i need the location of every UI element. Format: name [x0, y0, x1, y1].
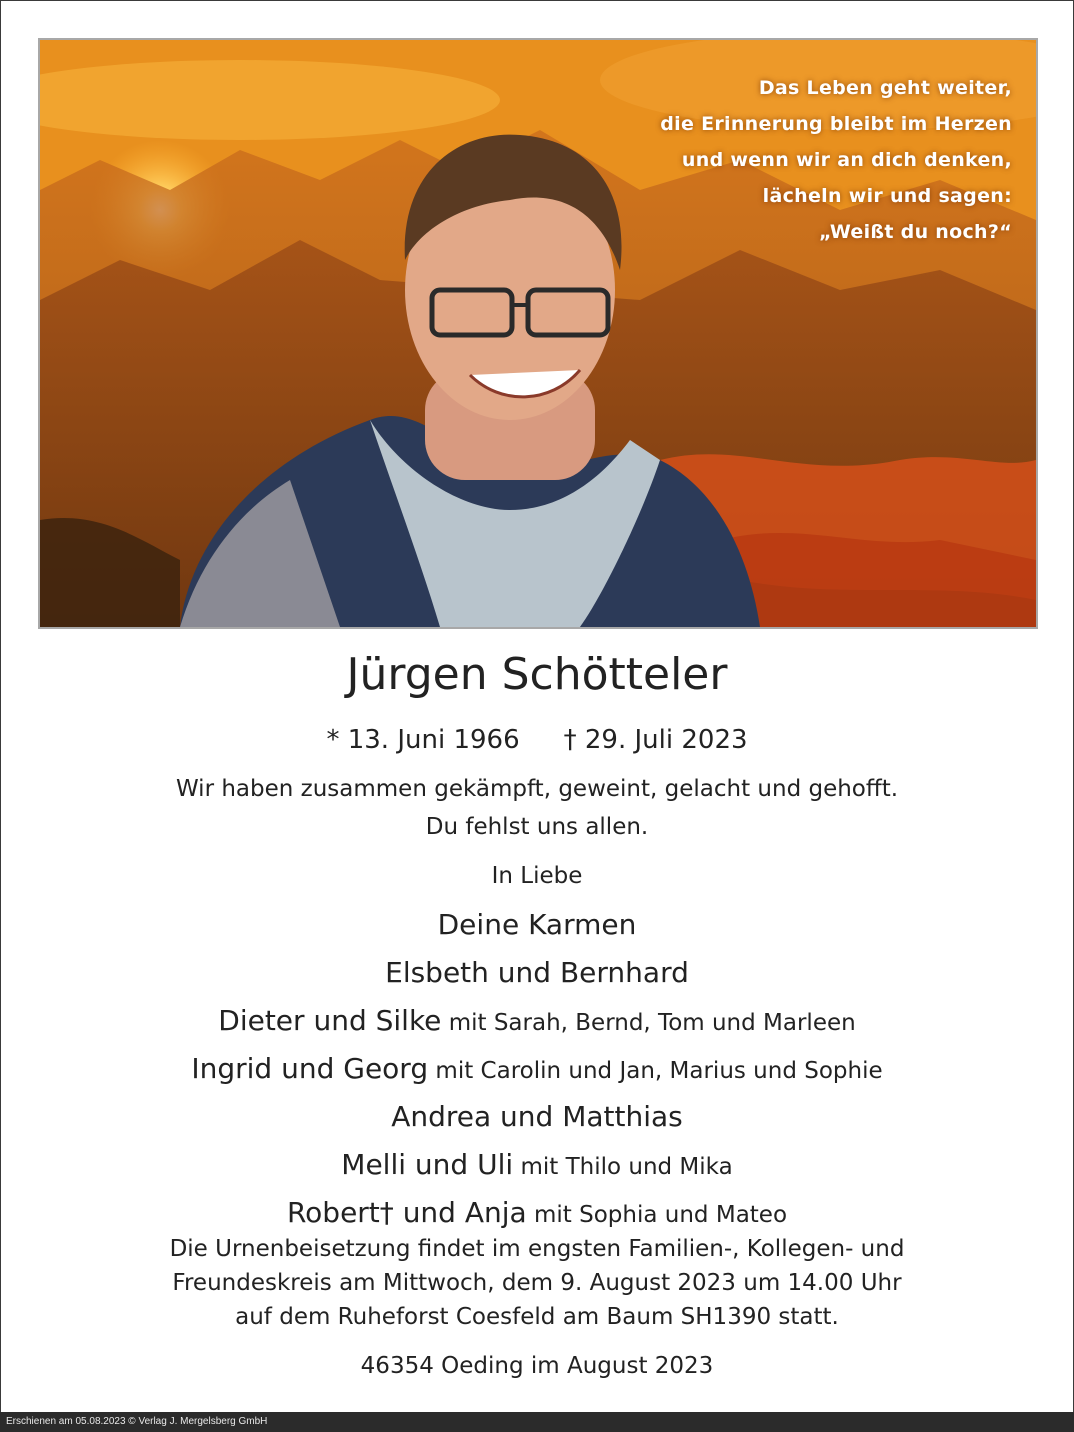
family-entry	[0, 1142, 1074, 1190]
in-love-label: In Liebe	[491, 863, 583, 889]
family-extra: mit Thilo und Mika	[513, 1154, 733, 1180]
birth-date: * 13. Juni 1966	[326, 725, 520, 755]
death-date: † 29. Juli 2023	[563, 725, 748, 755]
memorial-photo	[38, 38, 1038, 629]
quote-line: Das Leben geht weiter,	[758, 77, 1012, 99]
family-main: Andrea und Matthias	[391, 1100, 683, 1133]
farewell-message	[0, 770, 1074, 846]
family-extra: mit Carolin und Jan, Marius und Sophie	[428, 1058, 883, 1084]
memorial-quote	[660, 70, 1012, 250]
message-line: Wir haben zusammen gekämpft, geweint, gelacht und gehofft.	[175, 776, 899, 802]
quote-line: lächeln wir und sagen:	[762, 185, 1012, 207]
family-extra: mit Sarah, Bernd, Tom und Marleen	[441, 1010, 856, 1036]
life-dates	[0, 720, 1074, 760]
notice-line: auf dem Ruheforst Coesfeld am Baum SH1390 statt.	[235, 1304, 839, 1330]
message-line: Du fehlst uns allen.	[425, 814, 649, 840]
family-main: Melli und Uli	[341, 1148, 514, 1181]
family-list	[0, 902, 1074, 1238]
family-entry	[0, 1190, 1074, 1238]
family-main: Robert† und Anja	[286, 1196, 527, 1229]
publication-footer: Erschienen am 05.08.2023 © Verlag J. Mergelsberg GmbH	[0, 1412, 1074, 1432]
family-main: Deine Karmen	[437, 908, 637, 941]
family-main: Ingrid und Georg	[191, 1052, 429, 1085]
family-main: Dieter und Silke	[218, 1004, 442, 1037]
quote-line: „Weißt du noch?“	[819, 221, 1012, 243]
family-entry	[0, 902, 1074, 950]
deceased-name: Jürgen Schötteler	[346, 649, 728, 700]
family-extra: mit Sophia und Mateo	[526, 1202, 788, 1228]
funeral-notice	[0, 1232, 1074, 1334]
family-main: Elsbeth und Bernhard	[385, 956, 689, 989]
quote-line: die Erinnerung bleibt im Herzen	[660, 113, 1012, 135]
family-entry	[0, 950, 1074, 998]
family-entry	[0, 998, 1074, 1046]
place-date: 46354 Oeding im August 2023	[360, 1353, 714, 1379]
family-entry	[0, 1046, 1074, 1094]
family-entry	[0, 1094, 1074, 1142]
notice-line: Freundeskreis am Mittwoch, dem 9. August 2023 um 14.00 Uhr	[172, 1270, 902, 1296]
notice-line: Die Urnenbeisetzung findet im engsten Familien-, Kollegen- und	[169, 1236, 905, 1262]
quote-line: und wenn wir an dich denken,	[681, 149, 1012, 171]
